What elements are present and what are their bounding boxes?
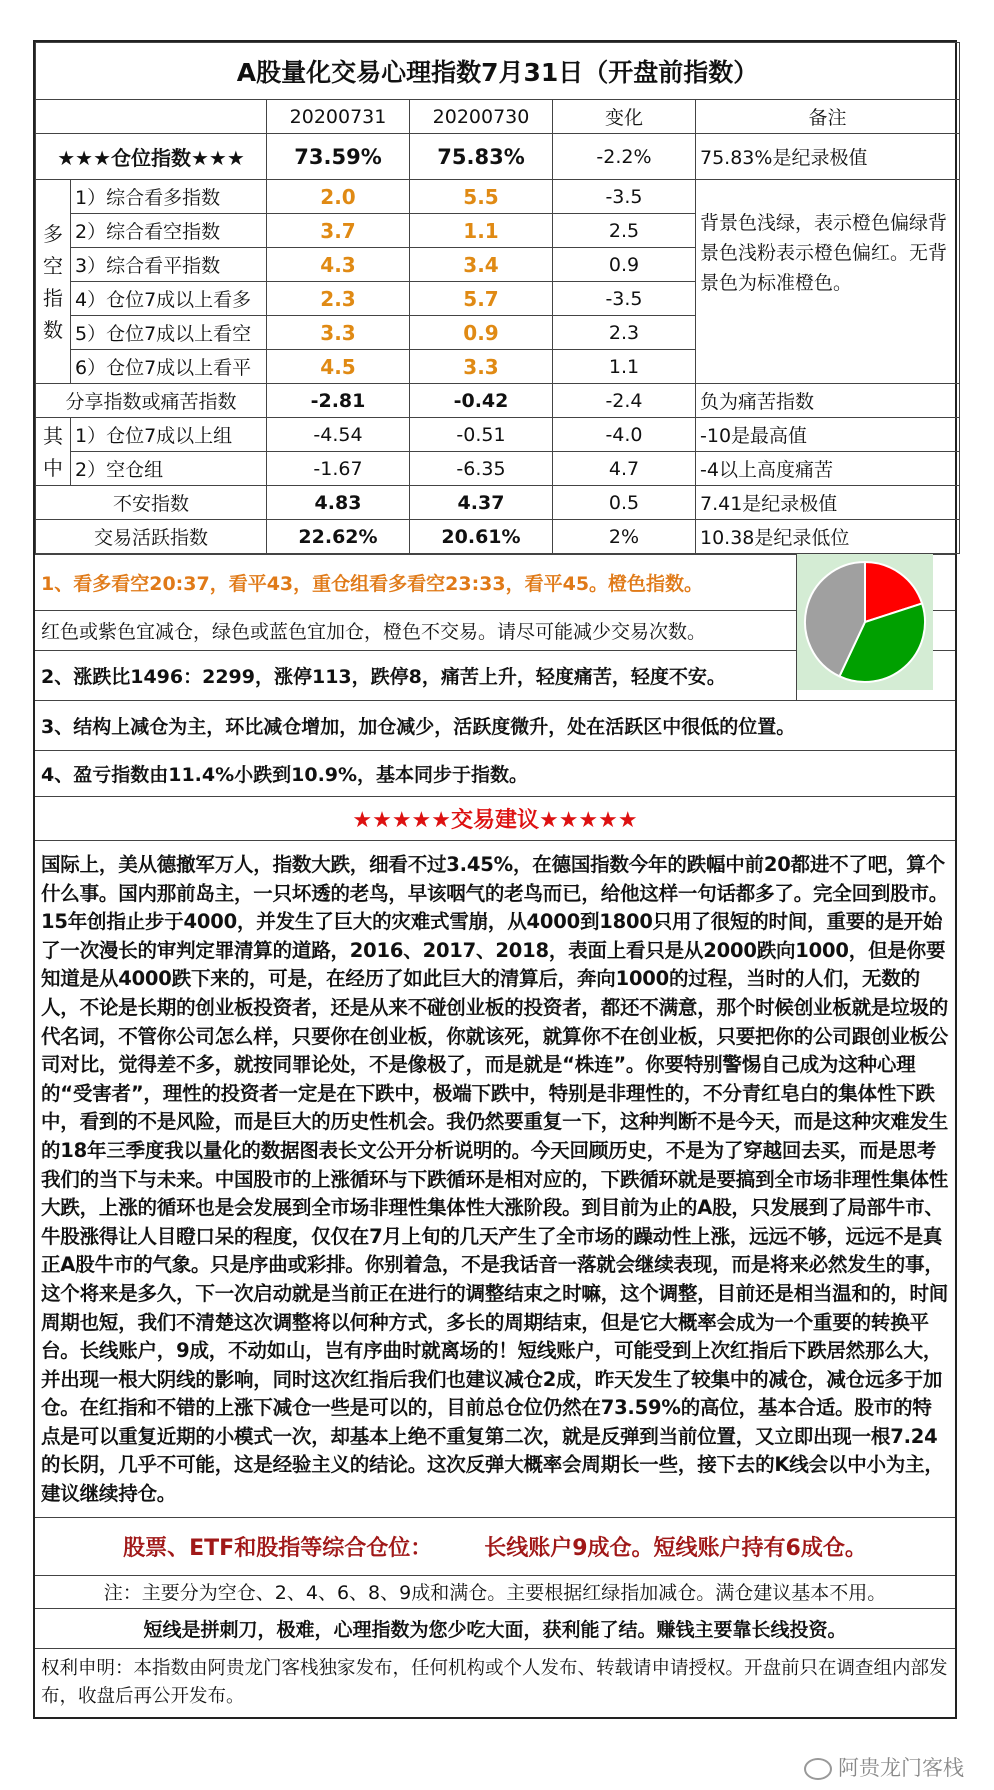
- row-change: 1.1: [553, 350, 696, 384]
- position-index-v2: 75.83%: [410, 134, 553, 180]
- position-index-note: 75.83%是纪录极值: [696, 134, 960, 180]
- unease-index-row: [36, 486, 960, 520]
- position-index-label: ★★★仓位指数★★★: [36, 134, 267, 180]
- table-row: [36, 418, 960, 452]
- wechat-icon: [804, 1758, 832, 1780]
- row-change: 2.3: [553, 316, 696, 350]
- row-value-1: 3.7: [267, 214, 410, 248]
- activity-index-label: 交易活跃指数: [36, 520, 267, 554]
- row-change: -3.5: [553, 180, 696, 214]
- activity-index-note: 10.38是纪录低位: [696, 520, 960, 554]
- pie-svg: [797, 554, 933, 690]
- header-note: 备注: [696, 100, 960, 134]
- row-label: 4）仓位7成以上看多: [71, 282, 267, 316]
- unease-index-change: 0.5: [553, 486, 696, 520]
- point-3: 3、结构上减仓为主，环比减仓增加，加仓减少，活跃度微升，处在活跃区中很低的位置。: [35, 700, 955, 750]
- share-index-note: 负为痛苦指数: [696, 384, 960, 418]
- multi-note: 背景色浅绿，表示橙色偏绿背景色浅粉表示橙色偏红。无背景色为标准橙色。: [696, 180, 960, 384]
- advice-title: ★★★★★交易建议★★★★★: [35, 796, 955, 840]
- row-note: -10是最高值: [696, 418, 960, 452]
- row-value-2: -6.35: [410, 452, 553, 486]
- sentiment-pie-chart: [797, 554, 933, 690]
- unease-index-note: 7.41是纪录极值: [696, 486, 960, 520]
- position-value: 长线账户9成仓。短线账户持有6成仓。: [484, 1535, 867, 1561]
- page-title: A股量化交易心理指数7月31日（开盘前指数）: [36, 43, 960, 100]
- row-label: 2）综合看空指数: [71, 214, 267, 248]
- share-index-row: [36, 384, 960, 418]
- row-value-1: 4.5: [267, 350, 410, 384]
- share-index-label: 分享指数或痛苦指数: [36, 384, 267, 418]
- table-row: [36, 452, 960, 486]
- row-value-2: 1.1: [410, 214, 553, 248]
- activity-index-change: 2%: [553, 520, 696, 554]
- position-label: 股票、ETF和股指等综合仓位：: [123, 1535, 433, 1561]
- index-table: [35, 42, 960, 554]
- row-note: -4以上高度痛苦: [696, 452, 960, 486]
- row-change: 4.7: [553, 452, 696, 486]
- row-value-2: 0.9: [410, 316, 553, 350]
- points-section: [35, 554, 955, 1717]
- row-value-1: 4.3: [267, 248, 410, 282]
- row-change: 2.5: [553, 214, 696, 248]
- row-value-1: -1.67: [267, 452, 410, 486]
- share-index-v1: -2.81: [267, 384, 410, 418]
- row-value-2: 5.7: [410, 282, 553, 316]
- header-row: [36, 100, 960, 134]
- position-index-v1: 73.59%: [267, 134, 410, 180]
- header-change: 变化: [553, 100, 696, 134]
- row-value-2: 3.4: [410, 248, 553, 282]
- unease-index-v1: 4.83: [267, 486, 410, 520]
- activity-index-v1: 22.62%: [267, 520, 410, 554]
- row-change: -3.5: [553, 282, 696, 316]
- activity-index-v2: 20.61%: [410, 520, 553, 554]
- copyright: 权利申明：本指数由阿贵龙门客栈独家发布，任何机构或个人发布、转载请申请授权。开盘前只在调查组内部发布，收盘后再公开发布。: [35, 1648, 955, 1717]
- report-sheet: [33, 40, 957, 1719]
- row-value-2: -0.51: [410, 418, 553, 452]
- activity-index-row: [36, 520, 960, 554]
- point-1-sub: 红色或紫色宜减仓，绿色或蓝色宜加仓，橙色不交易。请尽可能减少交易次数。: [35, 610, 955, 650]
- row-label: 6）仓位7成以上看平: [71, 350, 267, 384]
- point-2: 2、涨跌比1496：2299，涨停113，跌停8，痛苦上升，轻度痛苦，轻度不安。: [35, 650, 955, 700]
- table-row: [36, 180, 960, 214]
- advice-text: 国际上，美从德撤军万人，指数大跌，细看不过3.45%，在德国指数今年的跌幅中前20都进不了吧，算个什么事。国内那前岛主，一只坏透的老鸟，早该咽气的老鸟而已，给他这样一句话都多了。完全回到股市。15年创指止步于4000，并发生了巨大的灾难式雪崩，从4000到1800只用了很短的时间，重要的是开始了一次漫长的审判定罪清算的道路，2016、2017、2018，表面上看只是从2000跌向1000，但是你要知道是从4000跌下来的，可是，在经历了如此巨大的清算后，奔向1000的过程，当时的人们，无数的人，不论是长期的创业板投资者，还是从来不碰创业板的投资者，都还不满意，那个时候创业板就是垃圾的代名词，不管你公司怎么样，只要你在创业板，你就该死，就算你不在创业板，只要把你的公司跟创业板公司对比，觉得差不多，就按同罪论处，不是像极了，而是就是“株连”。你要特别警惕自己成为这种心理的“受害者”，理性的投资者一定是在下跌中，极端下跌中，特别是非理性的，不分青红皂白的集体性下跌中，看到的不是风险，而是巨大的历史性机会。我仍然要重复一下，这种判断不是今天，而是这种灾难发生的18年三季度我以量化的数据图表长文公开分析说明的。今天回顾历史，不是为了穿越回去买，而是思考我们的当下与未来。中国股市的上涨循环与下跌循环是相对应的，下跌循环就是要搞到全市场非理性集体性大跌，上涨的循环也是会发展到全市场非理性集体性大涨阶段。到目前为止的A股，只发展到了局部牛市、牛股涨得让人目瞪口呆的程度，仅仅在7月上旬的几天产生了全市场的躁动性上涨，远远不够，远远不是真正A股牛市的气象。只是序曲或彩排。你别着急，不是我话音一落就会继续表现，而是将来必然发生的事，这个将来是多久，下一次启动就是当前正在进行的调整结束之时嘛，这个调整，目前还是相当温和的，时间周期也短，我们不清楚这次调整将以何种方式，多长的周期结束，但是它大概率会成为一个重要的转换平台。长线账户，9成，不动如山，岂有序曲时就离场的！短线账户，可能受到上次红指后下跌居然那么大，并出现一根大阴线的影响，同时这次红指后我们也建议减仓2成，昨天发生了较集中的减仓，减仓远多于加仓。在红指和不错的上涨下减仓一些是可以的，目前总仓位仍然在73.59%的高位，基本合适。股市的特点是可以重复近期的小模式一次，却基本上绝不重复第二次，就是反弹到当前位置，又立即出现一根7.24的长阴，几乎不可能，这是经验主义的结论。这次反弹大概率会周期长一些，接下去的K线会以中小为主，建议继续持仓。: [35, 840, 955, 1517]
- unease-index-v2: 4.37: [410, 486, 553, 520]
- share-index-change: -2.4: [553, 384, 696, 418]
- unease-index-label: 不安指数: [36, 486, 267, 520]
- point-4: 4、盈亏指数由11.4%小跌到10.9%，基本同步于指数。: [35, 750, 955, 796]
- row-value-1: 2.0: [267, 180, 410, 214]
- header-blank: [36, 100, 267, 134]
- row-value-1: 2.3: [267, 282, 410, 316]
- row-value-2: 5.5: [410, 180, 553, 214]
- row-change: -4.0: [553, 418, 696, 452]
- row-label: 5）仓位7成以上看空: [71, 316, 267, 350]
- row-label: 2）空仓组: [71, 452, 267, 486]
- share-index-v2: -0.42: [410, 384, 553, 418]
- divider: [796, 554, 797, 700]
- row-label: 1）仓位7成以上组: [71, 418, 267, 452]
- watermark: [804, 1752, 964, 1782]
- header-date-2: 20200730: [410, 100, 553, 134]
- sub-group-label: 其 中: [36, 418, 71, 486]
- position-index-change: -2.2%: [553, 134, 696, 180]
- row-change: 0.9: [553, 248, 696, 282]
- point-1: 1、看多看空20:37，看平43，重仓组看多看空23:33，看平45。橙色指数。: [35, 554, 955, 610]
- row-value-1: 3.3: [267, 316, 410, 350]
- row-value-1: -4.54: [267, 418, 410, 452]
- row-value-2: 3.3: [410, 350, 553, 384]
- short-line: 短线是拼刺刀，极难，心理指数为您少吃大面，获利能了结。赚钱主要靠长线投资。: [35, 1608, 955, 1648]
- multi-group-label: 多 空 指 数: [36, 180, 71, 384]
- note-line: 注：主要分为空仓、2、4、6、8、9成和满仓。主要根据红绿指加减仓。满仓建议基本不用。: [35, 1575, 955, 1608]
- row-label: 1）综合看多指数: [71, 180, 267, 214]
- row-label: 3）综合看平指数: [71, 248, 267, 282]
- header-date-1: 20200731: [267, 100, 410, 134]
- position-index-row: [36, 134, 960, 180]
- watermark-text: 阿贵龙门客栈: [838, 1756, 964, 1780]
- position-summary: [35, 1517, 955, 1575]
